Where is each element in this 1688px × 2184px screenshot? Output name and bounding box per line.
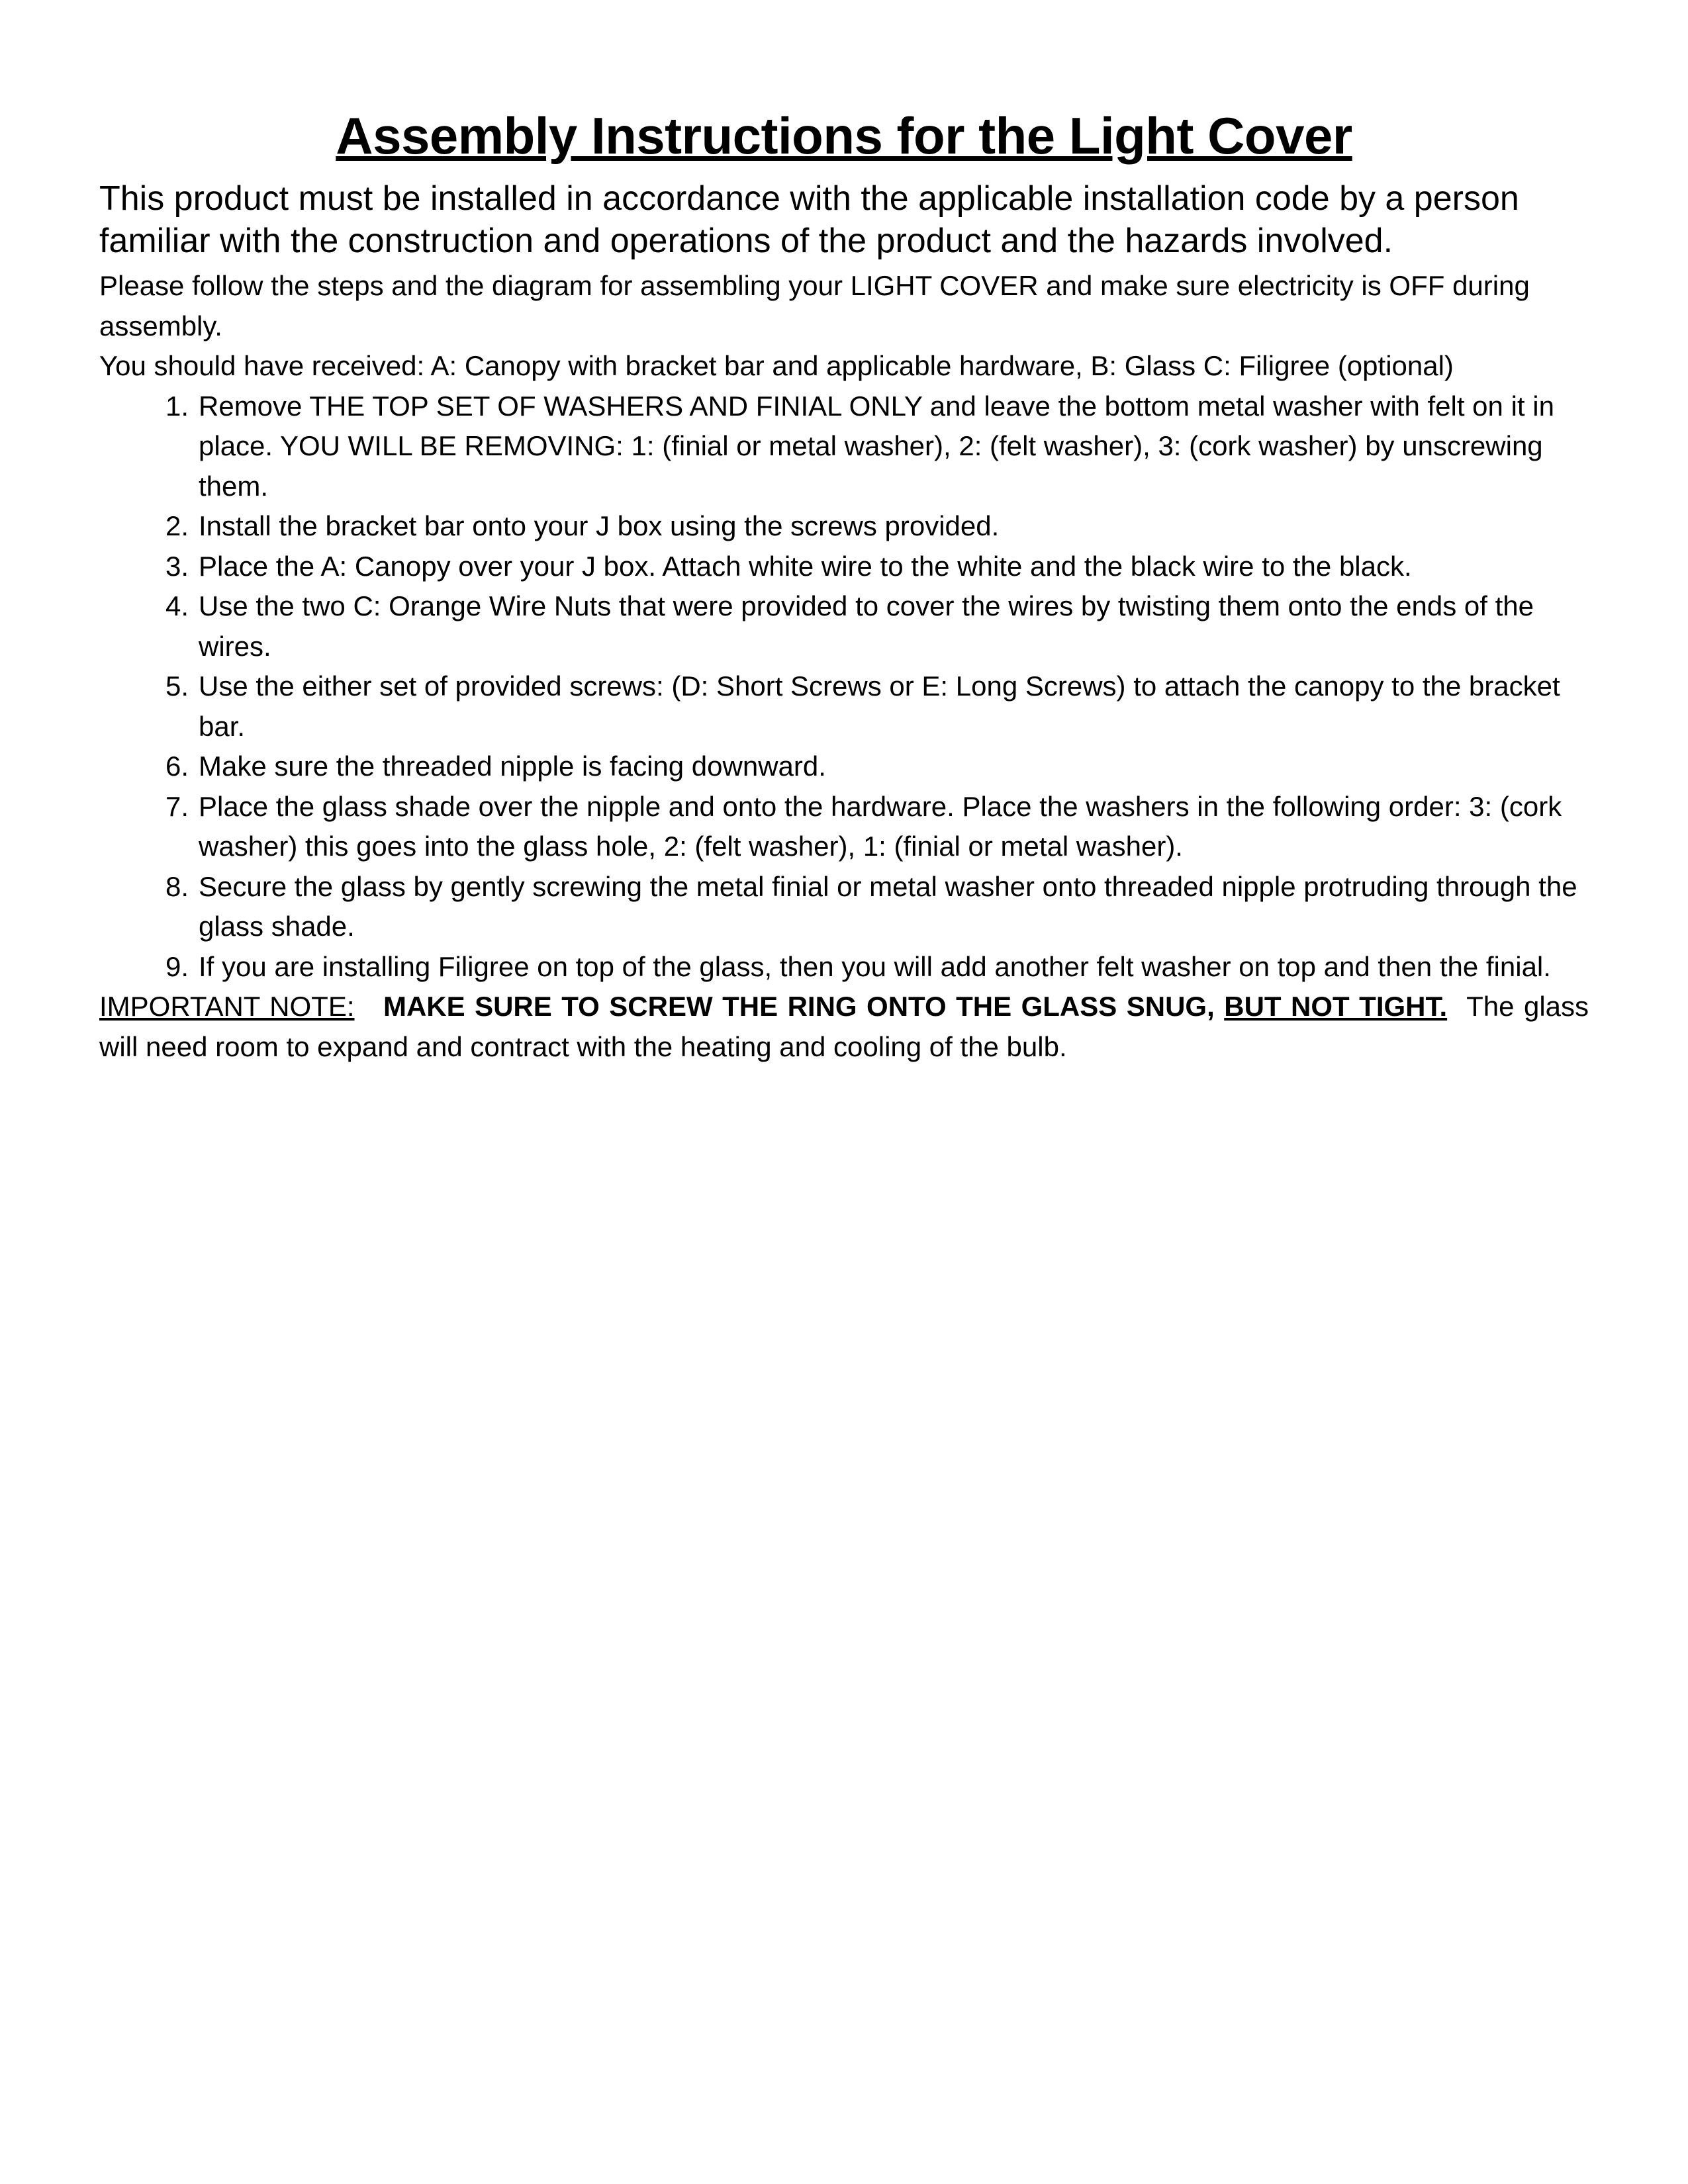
list-item — [99, 547, 1589, 587]
note-warning-bold: MAKE SURE TO SCREW THE RING ONTO THE GLASS SNUG, — [383, 991, 1215, 1022]
step-number: 5. — [165, 670, 189, 702]
received-items-paragraph: You should have received: A: Canopy with bracket bar and applicable hardware, B: Glass C: Filigree (optional) — [99, 350, 1454, 381]
list-item — [99, 747, 1589, 787]
step-number: 4. — [165, 590, 189, 621]
list-item — [99, 947, 1589, 987]
note-warning-emphasis: BUT NOT TIGHT. — [1224, 991, 1448, 1022]
step-number: 3. — [165, 550, 189, 582]
step-number: 1. — [165, 390, 189, 422]
step-number: 7. — [165, 790, 189, 822]
step-text: Remove THE TOP SET OF WASHERS AND FINIAL ONLY and leave the bottom metal washer with felt on it in place. YOU WILL BE REMOVING: 1: (finial or metal washer), 2: (felt washer), 3: (cork washer) by unscrewing them. — [199, 390, 1554, 502]
list-item — [99, 506, 1589, 547]
follow-steps-paragraph: Please follow the steps and the diagram for assembling your LIGHT COVER and make sure electricity is OFF during assembly. — [99, 270, 1530, 341]
step-text: If you are installing Filigree on top of the glass, then you will add another felt washer on top and then the finial. — [199, 950, 1551, 982]
step-text: Use the either set of provided screws: (D: Short Screws or E: Long Screws) to attach the canopy to the bracket bar. — [199, 670, 1560, 742]
list-item — [99, 666, 1589, 747]
page-title: Assembly Instructions for the Light Cover — [336, 107, 1352, 165]
step-number: 8. — [165, 870, 189, 902]
step-text: Install the bracket bar onto your J box using the screws provided. — [199, 510, 1000, 541]
list-item — [99, 586, 1589, 666]
step-text: Use the two C: Orange Wire Nuts that were provided to cover the wires by twisting them onto the ends of the wires. — [199, 590, 1534, 662]
note-explanation: The glass will need room to expand and contract with the heating and cooling of the bulb. — [99, 991, 1589, 1062]
assembly-steps-list — [99, 387, 1589, 987]
list-item — [99, 387, 1589, 507]
step-text: Place the glass shade over the nipple and onto the hardware. Place the washers in the following order: 3: (cork washer) this goes into the glass hole, 2: (felt washer), 1: (finial or metal washer). — [199, 790, 1562, 862]
list-item — [99, 867, 1589, 947]
step-number: 2. — [165, 510, 189, 541]
intro-paragraph: This product must be installed in accordance with the applicable installation code by a person familiar with the construction and operations of the product and the hazards involved. — [99, 179, 1519, 260]
document-page — [99, 99, 1589, 1067]
step-number: 9. — [165, 950, 189, 982]
note-label: IMPORTANT NOTE: — [99, 991, 355, 1022]
step-text: Place the A: Canopy over your J box. Attach white wire to the white and the black wire to the black. — [199, 550, 1412, 582]
step-text: Make sure the threaded nipple is facing downward. — [199, 751, 826, 782]
step-number: 6. — [165, 751, 189, 782]
step-text: Secure the glass by gently screwing the metal finial or metal washer onto threaded nipple protruding through the glass shade. — [199, 870, 1577, 942]
list-item — [99, 787, 1589, 867]
important-note — [99, 987, 1589, 1067]
